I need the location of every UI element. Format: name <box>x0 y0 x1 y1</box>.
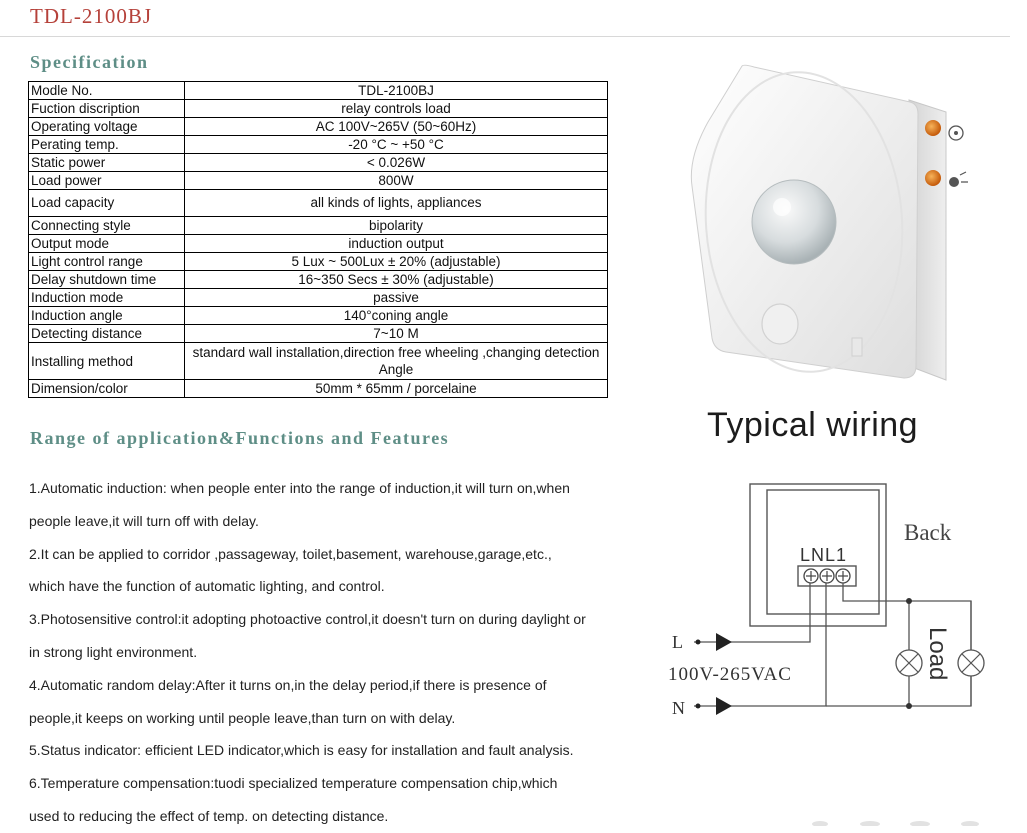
spec-value: 140°coning angle <box>185 307 608 325</box>
spec-row <box>29 118 608 136</box>
spec-value: 16~350 Secs ± 30% (adjustable) <box>185 271 608 289</box>
wiring-title: Typical wiring <box>707 406 919 444</box>
feature-line: 2.It can be applied to corridor ,passageway, toilet,basement, warehouse,garage,etc., <box>29 545 552 562</box>
product-title: TDL-2100BJ <box>30 4 152 28</box>
spec-value: 5 Lux ~ 500Lux ± 20% (adjustable) <box>185 253 608 271</box>
spec-value: AC 100V~265V (50~60Hz) <box>185 118 608 136</box>
feature-line: 5.Status indicator: efficient LED indicator,which is easy for installation and fault analysis. <box>29 742 574 759</box>
feature-line: used to reducing the effect of temp. on detecting distance. <box>29 807 389 824</box>
spec-label: Induction mode <box>29 289 185 307</box>
spec-label: Load power <box>29 172 185 190</box>
spec-row <box>29 343 608 380</box>
spec-row <box>29 82 608 100</box>
spec-label: Detecting distance <box>29 325 185 343</box>
feature-line: 6.Temperature compensation:tuodi specialized temperature compensation chip,which <box>29 775 558 792</box>
spec-label: Load capacity <box>29 190 185 217</box>
title-divider <box>0 36 1010 37</box>
spec-label: Output mode <box>29 235 185 253</box>
wiring-diagram <box>664 470 994 730</box>
features-list <box>29 472 619 833</box>
spec-value: relay controls load <box>185 100 608 118</box>
feature-line: people leave,it will turn off with delay. <box>29 512 259 529</box>
spec-row <box>29 172 608 190</box>
spec-value: standard wall installation,direction free wheeling ,changing detection Angle <box>185 343 608 380</box>
product-photo <box>684 62 984 402</box>
spec-row <box>29 271 608 289</box>
spec-label: Installing method <box>29 343 185 380</box>
n-label: N <box>672 698 685 718</box>
spec-value: 800W <box>185 172 608 190</box>
spec-label: Operating voltage <box>29 118 185 136</box>
feature-line: 4.Automatic random delay:After it turns on,in the delay period,if there is presence of <box>29 676 547 693</box>
specification-heading: Specification <box>30 52 149 72</box>
spec-value: -20 °C ~ +50 °C <box>185 136 608 154</box>
spec-value: all kinds of lights, appliances <box>185 190 608 217</box>
spec-row <box>29 190 608 217</box>
spec-label: Perating temp. <box>29 136 185 154</box>
spec-row <box>29 217 608 235</box>
spec-value: induction output <box>185 235 608 253</box>
feature-line: 1.Automatic induction: when people enter into the range of induction,it will turn on,when <box>29 480 570 496</box>
spec-value: bipolarity <box>185 217 608 235</box>
spec-row <box>29 136 608 154</box>
spec-row <box>29 253 608 271</box>
spec-label: Induction angle <box>29 307 185 325</box>
spec-value: < 0.026W <box>185 154 608 172</box>
spec-label: Modle No. <box>29 82 185 100</box>
feature-line: which have the function of automatic lighting, and control. <box>29 578 385 595</box>
spec-row <box>29 325 608 343</box>
specification-table <box>28 81 608 398</box>
spec-row <box>29 154 608 172</box>
feature-line: people,it keeps on working until people leave,than turn on with delay. <box>29 709 456 726</box>
spec-row <box>29 307 608 325</box>
spec-value: 7~10 M <box>185 325 608 343</box>
decorative-dots <box>800 815 1000 826</box>
spec-row <box>29 289 608 307</box>
load-label: Load <box>924 627 951 681</box>
spec-label: Static power <box>29 154 185 172</box>
spec-value: passive <box>185 289 608 307</box>
spec-row <box>29 235 608 253</box>
feature-line: 3.Photosensitive control:it adopting photoactive control,it doesn't turn on during daylight or <box>29 611 586 628</box>
spec-label: Connecting style <box>29 217 185 235</box>
features-heading: Range of application&Functions and Features <box>30 428 450 448</box>
spec-row <box>29 100 608 118</box>
back-label: Back <box>904 520 952 545</box>
terminal-label: LNL1 <box>800 545 848 565</box>
l-label: L <box>672 632 683 652</box>
spec-value: 50mm * 65mm / porcelaine <box>185 380 608 398</box>
spec-label: Dimension/color <box>29 380 185 398</box>
spec-label: Fuction discription <box>29 100 185 118</box>
spec-value: TDL-2100BJ <box>185 82 608 100</box>
spec-row <box>29 380 608 398</box>
spec-label: Light control range <box>29 253 185 271</box>
spec-label: Delay shutdown time <box>29 271 185 289</box>
voltage-label: 100V-265VAC <box>668 664 792 685</box>
feature-line: in strong light environment. <box>29 643 198 660</box>
